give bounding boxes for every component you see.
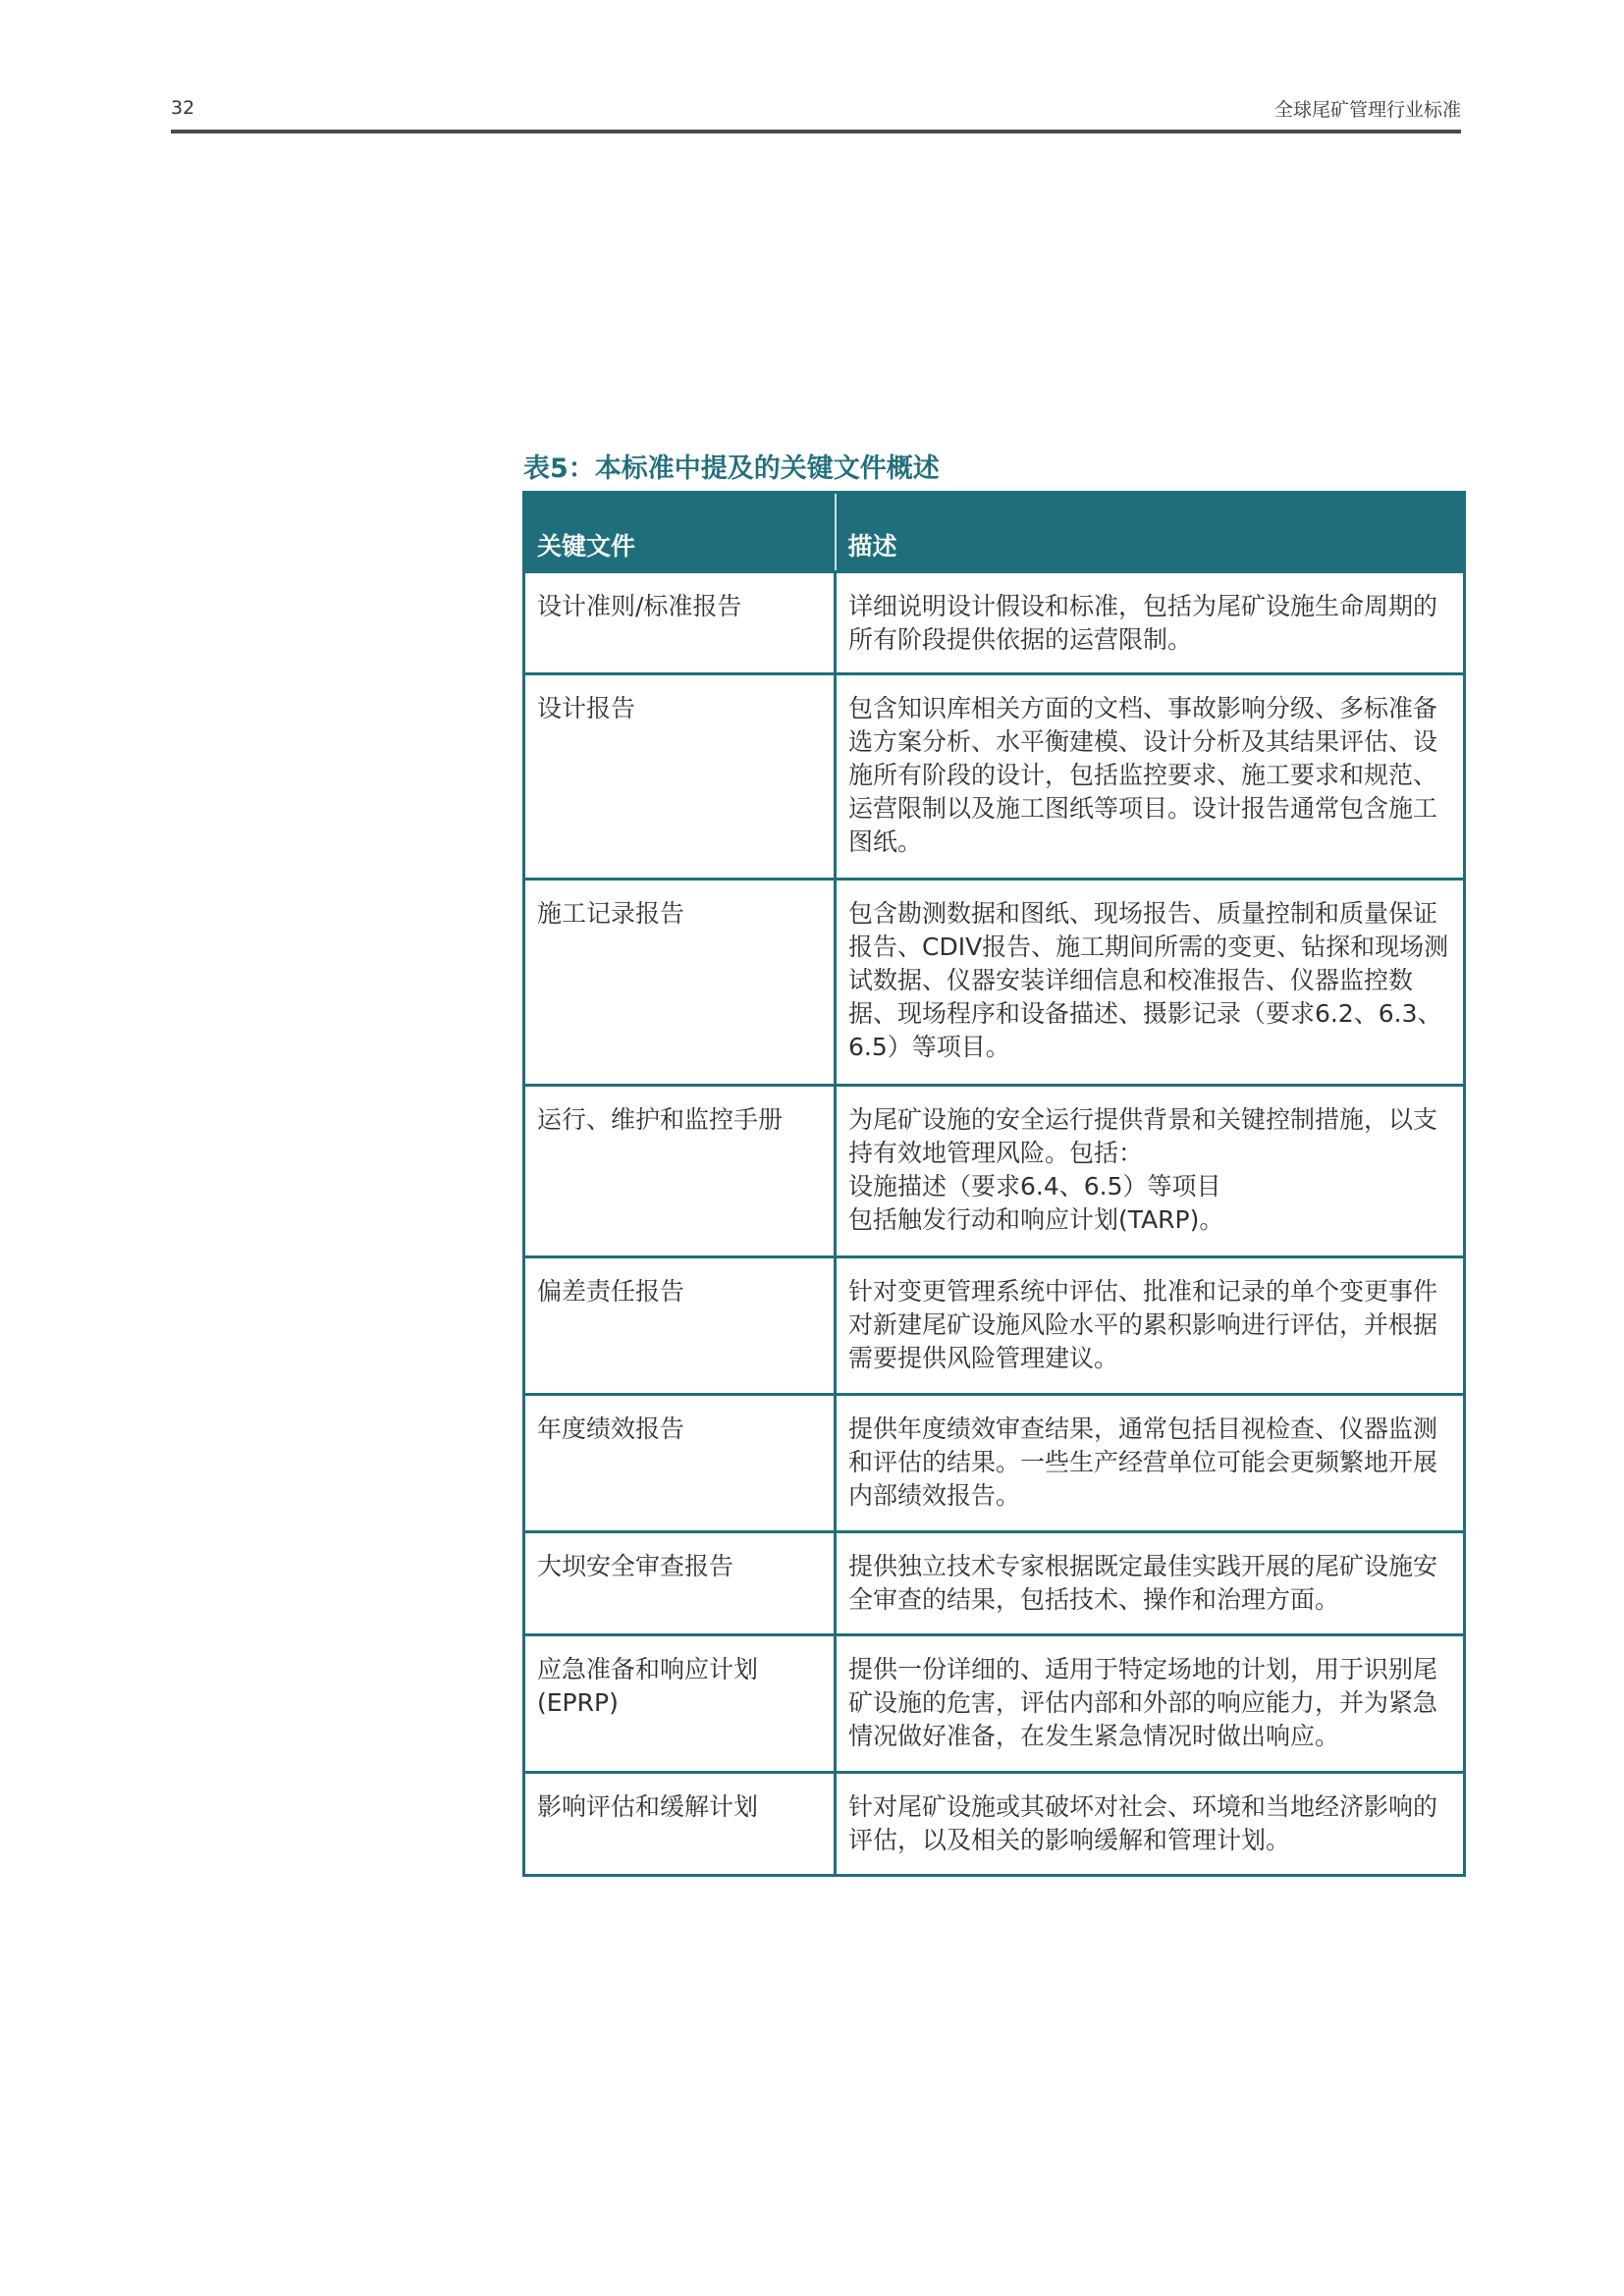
table-row — [524, 1395, 1465, 1532]
column-header-description: 描述 — [836, 493, 1465, 572]
document-name-cell: 设计报告 — [524, 674, 836, 880]
document-name-cell: 年度绩效报告 — [524, 1395, 836, 1532]
document-name-cell: 运行、维护和监控手册 — [524, 1086, 836, 1257]
document-name-cell: 影响评估和缓解计划 — [524, 1773, 836, 1876]
table-row — [524, 1086, 1465, 1257]
column-header-document: 关键文件 — [524, 493, 836, 572]
document-name-cell: 应急准备和响应计划(EPRP) — [524, 1635, 836, 1773]
description-cell: 针对变更管理系统中评估、批准和记录的单个变更事件对新建尾矿设施风险水平的累积影响进行评估，并根据需要提供风险管理建议。 — [836, 1257, 1465, 1395]
description-cell: 详细说明设计假设和标准，包括为尾矿设施生命周期的所有阶段提供依据的运营限制。 — [836, 572, 1465, 674]
table-row — [524, 674, 1465, 880]
page-number: 32 — [171, 97, 195, 119]
document-name-cell: 大坝安全审查报告 — [524, 1532, 836, 1635]
table-row — [524, 572, 1465, 674]
description-cell: 提供独立技术专家根据既定最佳实践开展的尾矿设施安全审查的结果，包括技术、操作和治理方面。 — [836, 1532, 1465, 1635]
description-cell: 包含知识库相关方面的文档、事故影响分级、多标准备选方案分析、水平衡建模、设计分析及其结果评估、设施所有阶段的设计，包括监控要求、施工要求和规范、运营限制以及施工图纸等项目。设计报告通常包含施工图纸。 — [836, 674, 1465, 880]
table-caption: 表5：本标准中提及的关键文件概述 — [523, 454, 940, 484]
table-row — [524, 1635, 1465, 1773]
document-name-cell: 施工记录报告 — [524, 880, 836, 1086]
table-row — [524, 1532, 1465, 1635]
description-cell: 针对尾矿设施或其破坏对社会、环境和当地经济影响的评估，以及相关的影响缓解和管理计划。 — [836, 1773, 1465, 1876]
description-cell: 提供一份详细的、适用于特定场地的计划，用于识别尾矿设施的危害，评估内部和外部的响应能力，并为紧急情况做好准备，在发生紧急情况时做出响应。 — [836, 1635, 1465, 1773]
running-title: 全球尾矿管理行业标准 — [1273, 99, 1461, 121]
table-header-row — [524, 493, 1465, 572]
table-row — [524, 880, 1465, 1086]
document-name-cell: 偏差责任报告 — [524, 1257, 836, 1395]
table-row — [524, 1773, 1465, 1876]
document-name-cell: 设计准则/标准报告 — [524, 572, 836, 674]
header-rule — [171, 130, 1461, 133]
description-cell: 提供年度绩效审查结果，通常包括目视检查、仪器监测和评估的结果。一些生产经营单位可能会更频繁地开展内部绩效报告。 — [836, 1395, 1465, 1532]
key-documents-table — [522, 491, 1466, 1877]
description-cell: 包含勘测数据和图纸、现场报告、质量控制和质量保证报告、CDIV报告、施工期间所需的变更、钻探和现场测试数据、仪器安装详细信息和校准报告、仪器监控数据、现场程序和设备描述、摄影记录（要求6.2、6.3、6.5）等项目。 — [836, 880, 1465, 1086]
table-row — [524, 1257, 1465, 1395]
description-cell: 为尾矿设施的安全运行提供背景和关键控制措施，以支持有效地管理风险。包括： 设施描述（要求6.4、6.5）等项目 包括触发行动和响应计划(TARP)。 — [836, 1086, 1465, 1257]
